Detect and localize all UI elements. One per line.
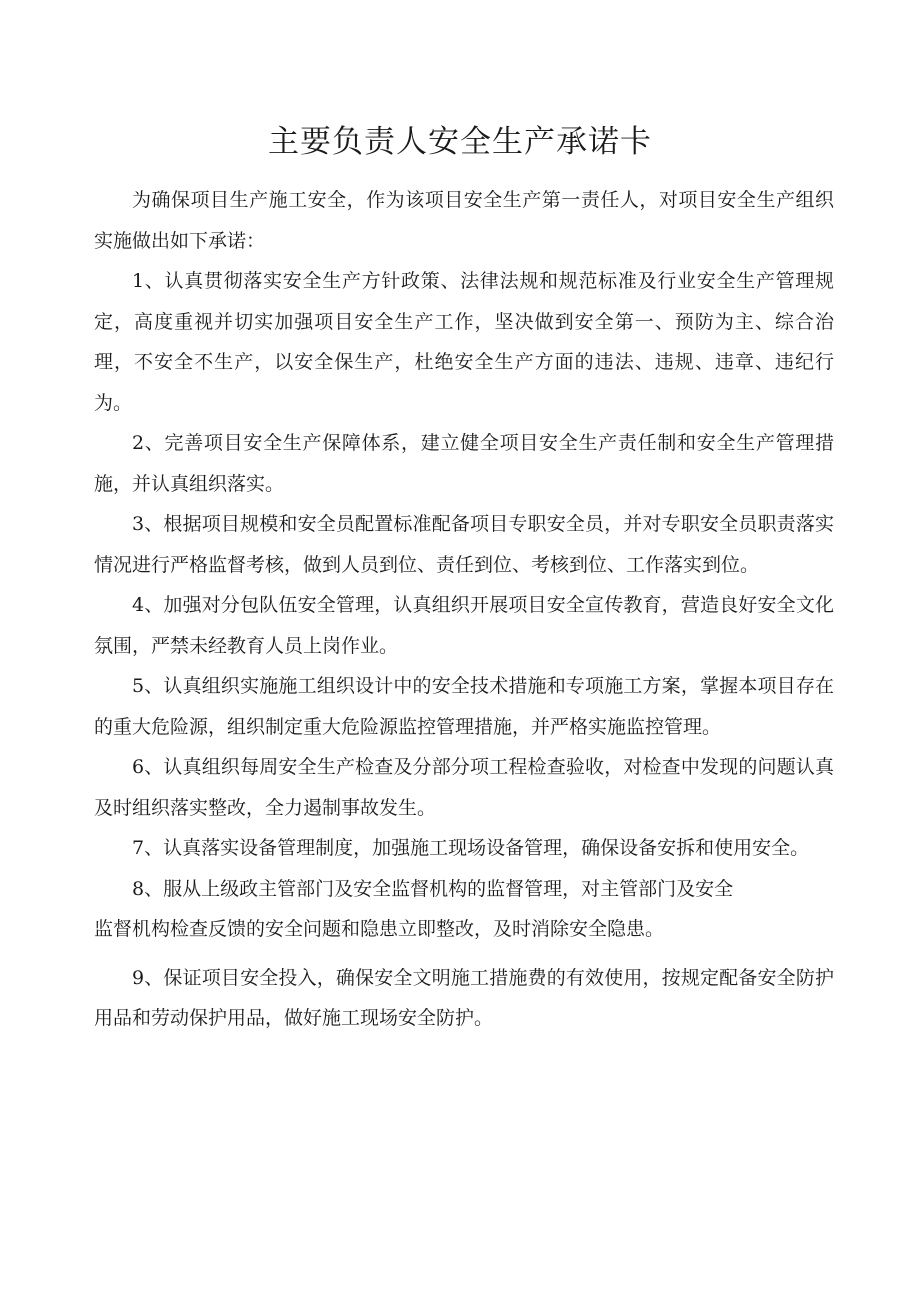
document-title: 主要负责人安全生产承诺卡: [268, 124, 652, 160]
commitment-item-3: 3、根据项目规模和安全员配置标准配备项目专职安全员，并对专职安全员职责落实情况进行严格监督考核，做到人员到位、责任到位、考核到位、工作落实到位。: [94, 513, 834, 576]
commitment-item-4: 4、加强对分包队伍安全管理，认真组织开展项目安全宣传教育，营造良好安全文化氛围，严禁未经教育人员上岗作业。: [94, 594, 834, 657]
commitment-item-5: 5、认真组织实施施工组织设计中的安全技术措施和专项施工方案，掌握本项目存在的重大危险源，组织制定重大危险源监控管理措施，并严格实施监控管理。: [94, 675, 834, 738]
commitment-item-2: 2、完善项目安全生产保障体系，建立健全项目安全生产责任制和安全生产管理措施，并认真组织落实。: [94, 432, 834, 495]
commitment-item-9: 9、保证项目安全投入，确保安全文明施工措施费的有效使用，按规定配备安全防护用品和劳动保护用品，做好施工现场安全防护。: [94, 966, 834, 1029]
commitment-item-7: 7、认真落实设备管理制度，加强施工现场设备管理，确保设备安拆和使用安全。: [132, 837, 810, 859]
commitment-item-8: [94, 869, 834, 950]
document-body: [94, 180, 834, 1039]
commitment-item-1: 1、认真贯彻落实安全生产方针政策、法律法规和规范标准及行业安全生产管理规定，高度重视并切实加强项目安全生产工作，坚决做到安全第一、预防为主、综合治理，不安全不生产，以安全保生产，杜绝安全生产方面的违法、违规、违章、违纪行为。: [94, 270, 834, 414]
commitment-item-6: 6、认真组织每周安全生产检查及分部分项工程检查验收，对检查中发现的问题认真及时组织落实整改，全力遏制事故发生。: [94, 756, 834, 819]
commitment-item-8-line-1: 8、服从上级政主管部门及安全监督机构的监督管理，对主管部门及安全: [132, 877, 734, 900]
intro-paragraph: 为确保项目生产施工安全，作为该项目安全生产第一责任人，对项目安全生产组织实施做出如下承诺：: [94, 189, 834, 252]
commitment-item-8-line-2: 监督机构检查反馈的安全问题和隐患立即整改，及时消除安全隐患。: [94, 918, 665, 940]
